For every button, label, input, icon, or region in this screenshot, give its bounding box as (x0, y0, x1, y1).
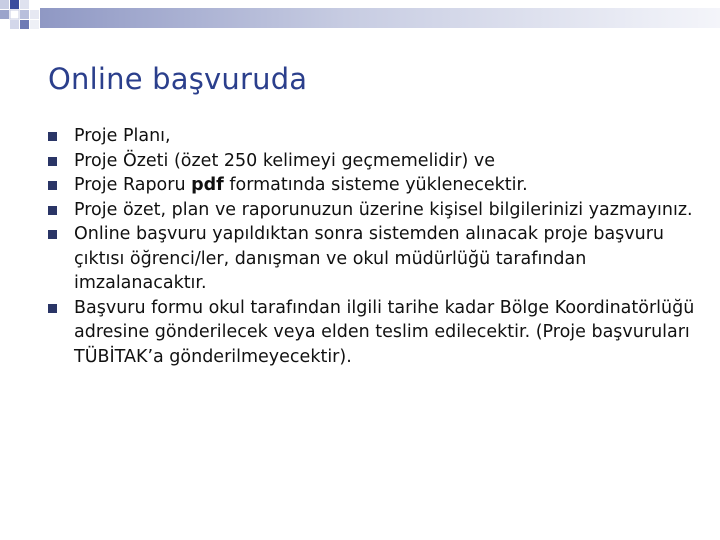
bullet-item: Proje Raporu pdf formatında sisteme yüklenecektir. (48, 173, 708, 198)
bullet-item: Online başvuru yapıldıktan sonra sistemden alınacak proje başvuru çıktısı öğrenci/ler, danışman ve okul müdürlüğü tarafından imzalanacaktır. (48, 222, 708, 296)
bullet-list (48, 124, 708, 369)
square-bullet-icon (48, 230, 57, 239)
square-bullet-icon (48, 132, 57, 141)
square-bullet-icon (48, 181, 57, 190)
bullet-item: Proje özet, plan ve raporunuzun üzerine kişisel bilgilerinizi yazmayınız. (48, 198, 708, 223)
bullet-item: Proje Özeti (özet 250 kelimeyi geçmemelidir) ve (48, 149, 708, 174)
bold-term: pdf (191, 175, 224, 195)
slide-title: Online başvuruda (48, 62, 308, 96)
square-bullet-icon (48, 157, 57, 166)
square-bullet-icon (48, 206, 57, 215)
bullet-item: Başvuru formu okul tarafından ilgili tarihe kadar Bölge Koordinatörlüğü adresine gönderilecek veya elden teslim edilecektir. (Proje başvuruları TÜBİTAK’a gönderilmeyecektir). (48, 296, 708, 370)
square-bullet-icon (48, 304, 57, 313)
decorative-header-band (0, 0, 720, 36)
bullet-item: Proje Planı, (48, 124, 708, 149)
